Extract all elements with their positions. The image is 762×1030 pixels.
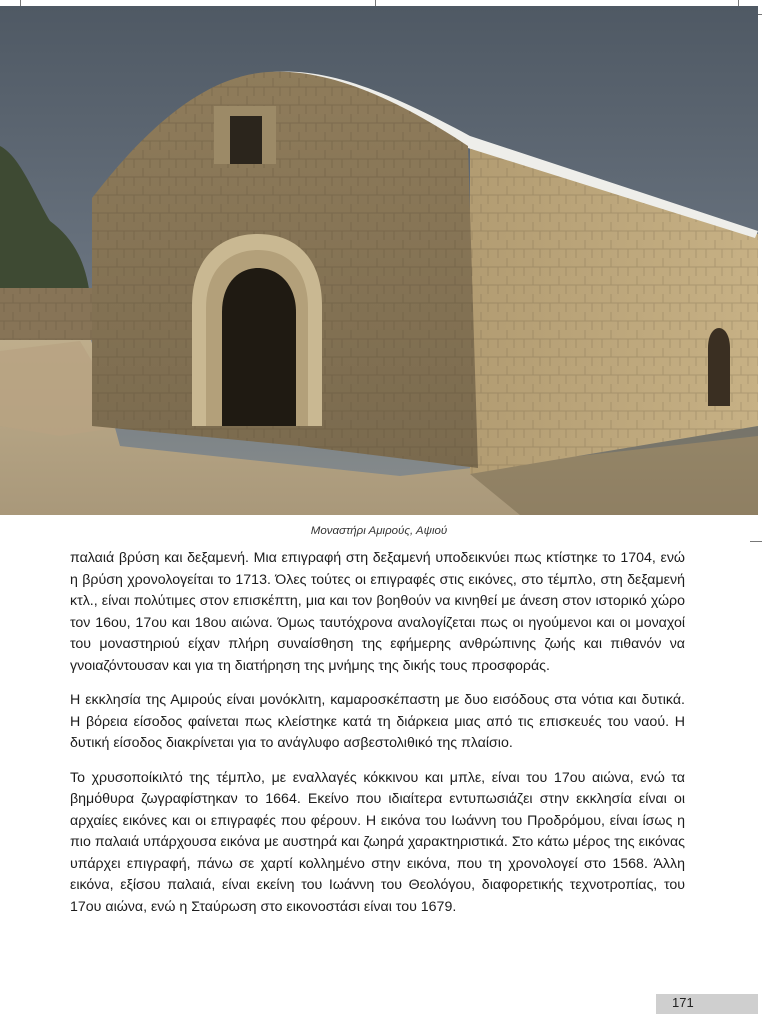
monastery-photo [0, 6, 758, 515]
page-number: 171 [672, 995, 694, 1010]
body-text [70, 548, 685, 931]
photo-caption: Μοναστήρι Αμιρούς, Αψιού [310, 525, 448, 537]
paragraph-3: Το χρυσοποίκιλτό της τέμπλο, με εναλλαγές κόκκινου και μπλε, είναι του 17ου αιώνα, ενώ τα βημόθυρα ζωγραφίστηκαν το 1664. Εκείνο που ιδιαίτερα εντυπωσιάζει στην εκκλησία είναι οι αρχαίες εικόνες και οι επιγραφές που φέρουν. Η εικόνα του Ιωάννη του Προδρόμου, είναι ίσως η πιο παλαιά υπάρχουσα εικόνα με αυστηρά και ζωηρά χαρακτηριστικά. Στο κάτω μέρος της εικόνας υπάρχει επιγραφή, πάνω σε χαρτί κολλημένο στην εικόνα, που τη χρονολογεί στο 1568. Άλλη εικόνα, εξίσου παλαιά, είναι εκείνη του Ιωάννη του Θεολόγου, διαφορετικής τεχνοτροπίας, του 17ου αιώνα, ενώ η Σταύρωση στο εικονοστάσι είναι του 1679. [70, 769, 685, 915]
paragraph-2: Η εκκλησία της Αμιρούς είναι μονόκλιτη, καμαροσκέπαστη με δυο εισόδους στα νότια και δυτικά. Η βόρεια είσοδος φαίνεται πως κλείστηκε κατά τη διάρκεια μιας από τις επισκευές του ναού. Η δυτική είσοδος διακρίνεται για το ανάγλυφο ασβεστολιθικό της πλαίσιο. [70, 692, 685, 751]
paragraph-1: παλαιά βρύση και δεξαμενή. Μια επιγραφή στη δεξαμενή υποδεικνύει πως κτίστηκε το 1704, ενώ η βρύση χρονολογείται το 1713. Όλες τούτες οι επιγραφές στις εικόνες, στο τέμπλο, στη δεξαμενή κτλ., είναι πολύτιμες στον επισκέπτη, μια και τον βοηθούν να κινηθεί με άνεση στον ιστορικό χώρο τον 16ου, 17ου και 18ου αιώνα. Όμως ταυτόχρονα αναλογίζεται πως οι ηγούμενοι και οι μοναχοί του μοναστηριού είχαν πλήρη συναίσθηση της εφήμερης ανθρώπινης ζωής και πιθανόν να γνοιαζόντουσαν και για τη διατήρηση της μνήμης της δικής τους προσφοράς. [70, 550, 685, 674]
crop-mark-right-mid [750, 541, 762, 542]
